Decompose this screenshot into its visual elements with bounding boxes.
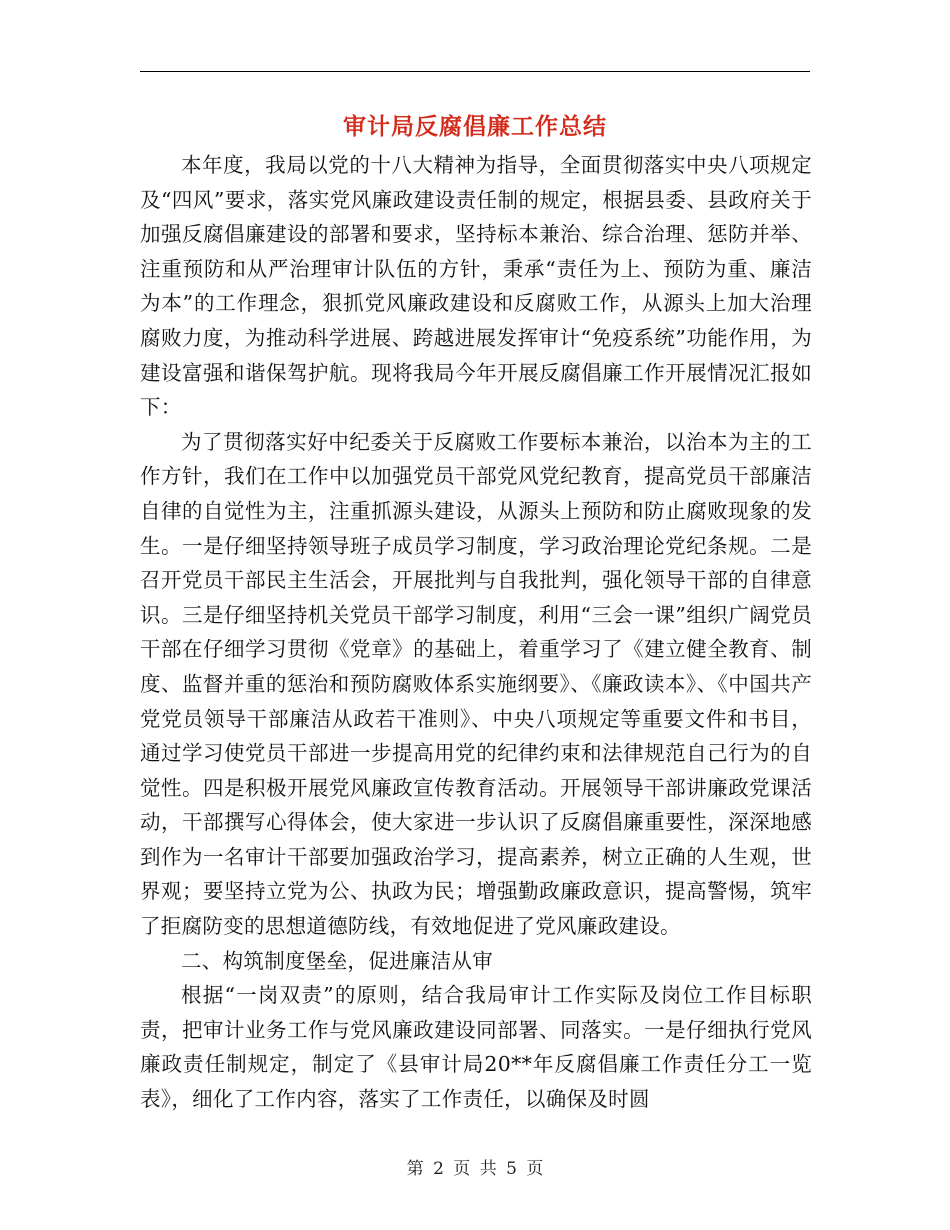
document-body [140,148,812,1117]
section-heading-2: 二、构筑制度堡垒，促进廉洁从审 [181,948,493,973]
paragraph-intro: 本年度，我局以党的十八大精神为指导，全面贯彻落实中央八项规定及“四风”要求，落实党风廉政建设责任制的规定，根据县委、县政府关于加强反腐倡廉建设的部署和要求，坚持标本兼治、综合治理、惩防并举、注重预防和从严治理审计队伍的方针，秉承“责任为上、预防为重、廉洁为本”的工作理念，狠抓党风廉政建设和反腐败工作，从源头上加大治理腐败力度，为推动科学进展、跨越进展发挥审计“免疫系统”功能作用，为建设富强和谐保驾护航。现将我局今年开展反腐倡廉工作开展情况汇报如下： [140,153,812,420]
header-rule [140,71,810,72]
page-number-footer: 第 2 页 共 5 页 [406,1159,544,1179]
paragraph-education: 为了贯彻落实好中纪委关于反腐败工作要标本兼治，以治本为主的工作方针，我们在工作中以加强党员干部党风党纪教育，提高党员干部廉洁自律的自觉性为主，注重抓源头建设，从源头上预防和防止腐败现象的发生。一是仔细坚持领导班子成员学习制度，学习政治理论党纪条规。二是召开党员干部民主生活会，开展批判与自我批判，强化领导干部的自律意识。三是仔细坚持机关党员干部学习制度，利用“三会一课”组织广阔党员干部在仔细学习贯彻《党章》的基础上，着重学习了《建立健全教育、制度、监督并重的惩治和预防腐败体系实施纲要》、《廉政读本》、《中国共产党党员领导干部廉洁从政若干准则》、中央八项规定等重要文件和书目，通过学习使党员干部进一步提高用党的纪律约束和法律规范自己行为的自觉性。四是积极开展党风廉政宣传教育活动。开展领导干部讲廉政党课活动，干部撰写心得体会，使大家进一步认识了反腐倡廉重要性，深深地感到作为一名审计干部要加强政治学习，提高素养，树立正确的人生观，世界观；要坚持立党为公、执政为民；增强勤政廉政意识，提高警惕，筑牢了拒腐防变的思想道德防线，有效地促进了党风廉政建设。 [140,429,812,939]
document-title: 审计局反腐倡廉工作总结 [343,114,607,140]
paragraph-responsibility: 根据“一岗双责”的原则，结合我局审计工作实际及岗位工作目标职责，把审计业务工作与党风廉政建设同部署、同落实。一是仔细执行党风廉政责任制规定，制定了《县审计局20**年反腐倡廉工作责任分工一览表》，细化了工作内容，落实了工作责任，以确保及时圆 [140,983,812,1112]
